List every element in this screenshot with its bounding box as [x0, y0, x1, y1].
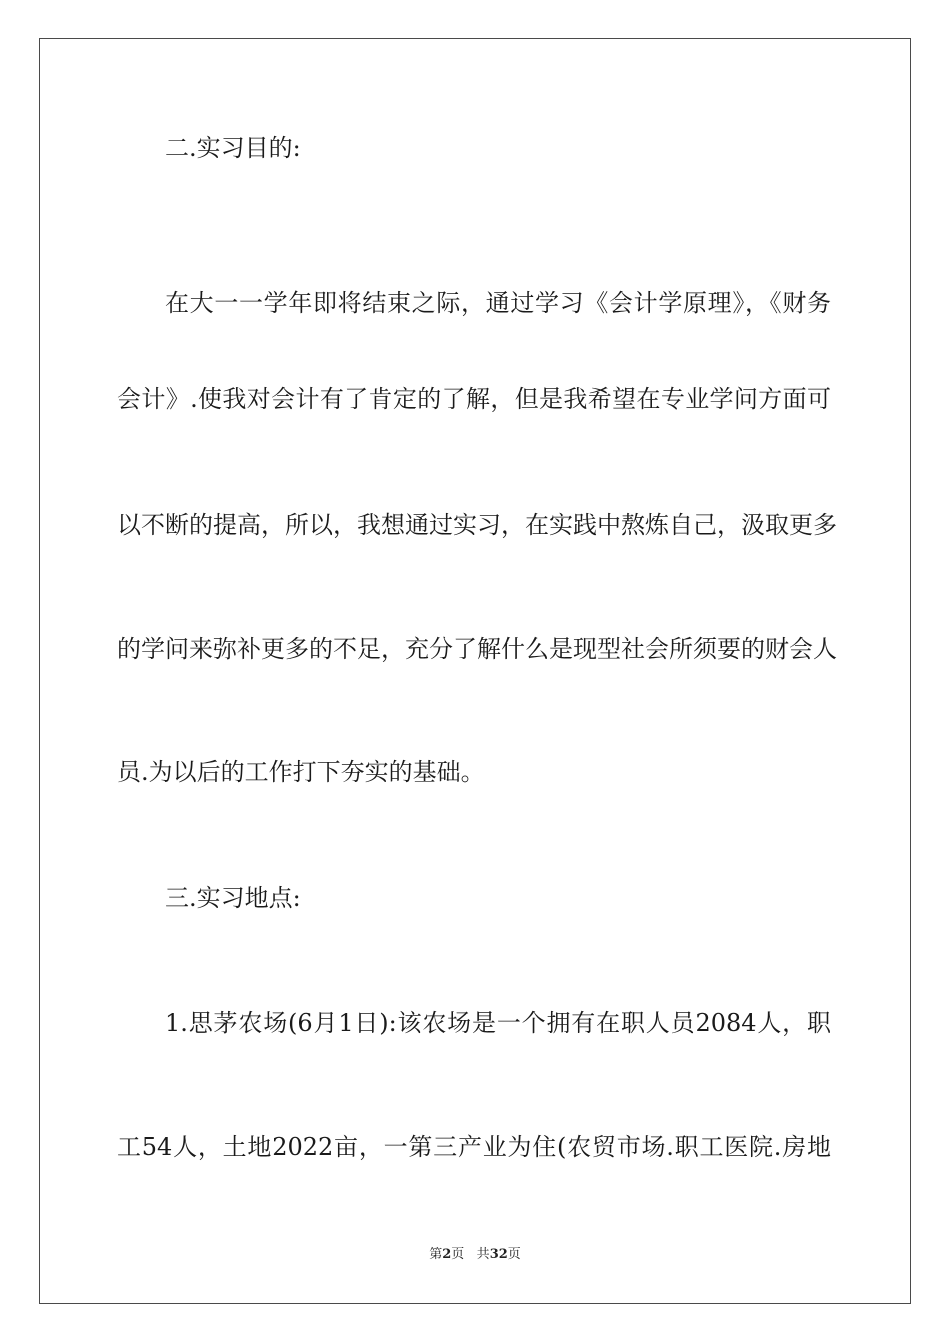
footer-page-suffix: 页: [451, 1247, 465, 1262]
footer-total-pages: 32: [489, 1247, 508, 1262]
section-heading-purpose: 二.实习目的:: [165, 134, 301, 162]
footer-page-prefix: 第: [429, 1247, 443, 1262]
footer-total-suffix: 页: [507, 1247, 521, 1262]
paragraph-line: 会计》.使我对会计有了肯定的了解，但是我希望在专业学问方面可: [117, 385, 831, 413]
paragraph-line: 员.为以后的工作打下夯实的基础。: [117, 758, 485, 786]
paragraph-line: 1.思茅农场(6月1日):该农场是一个拥有在职人员2084人，职: [165, 1009, 831, 1037]
section-heading-location: 三.实习地点:: [165, 884, 301, 912]
footer-total-prefix: 共: [476, 1247, 490, 1262]
page-border: [39, 38, 911, 1304]
footer-page-number: 2: [442, 1247, 452, 1262]
paragraph-line: 的学问来弥补更多的不足，充分了解什么是现型社会所须要的财会人: [117, 635, 837, 663]
paragraph-line: 工54人，土地2022亩，一第三产业为住(农贸市场.职工医院.房地: [117, 1133, 831, 1161]
page-footer: [0, 1246, 950, 1264]
paragraph-line: 以不断的提高，所以，我想通过实习，在实践中熬炼自己，汲取更多: [117, 511, 837, 539]
paragraph-line: 在大一一学年即将结束之际，通过学习《会计学原理》，《财务: [165, 289, 831, 317]
